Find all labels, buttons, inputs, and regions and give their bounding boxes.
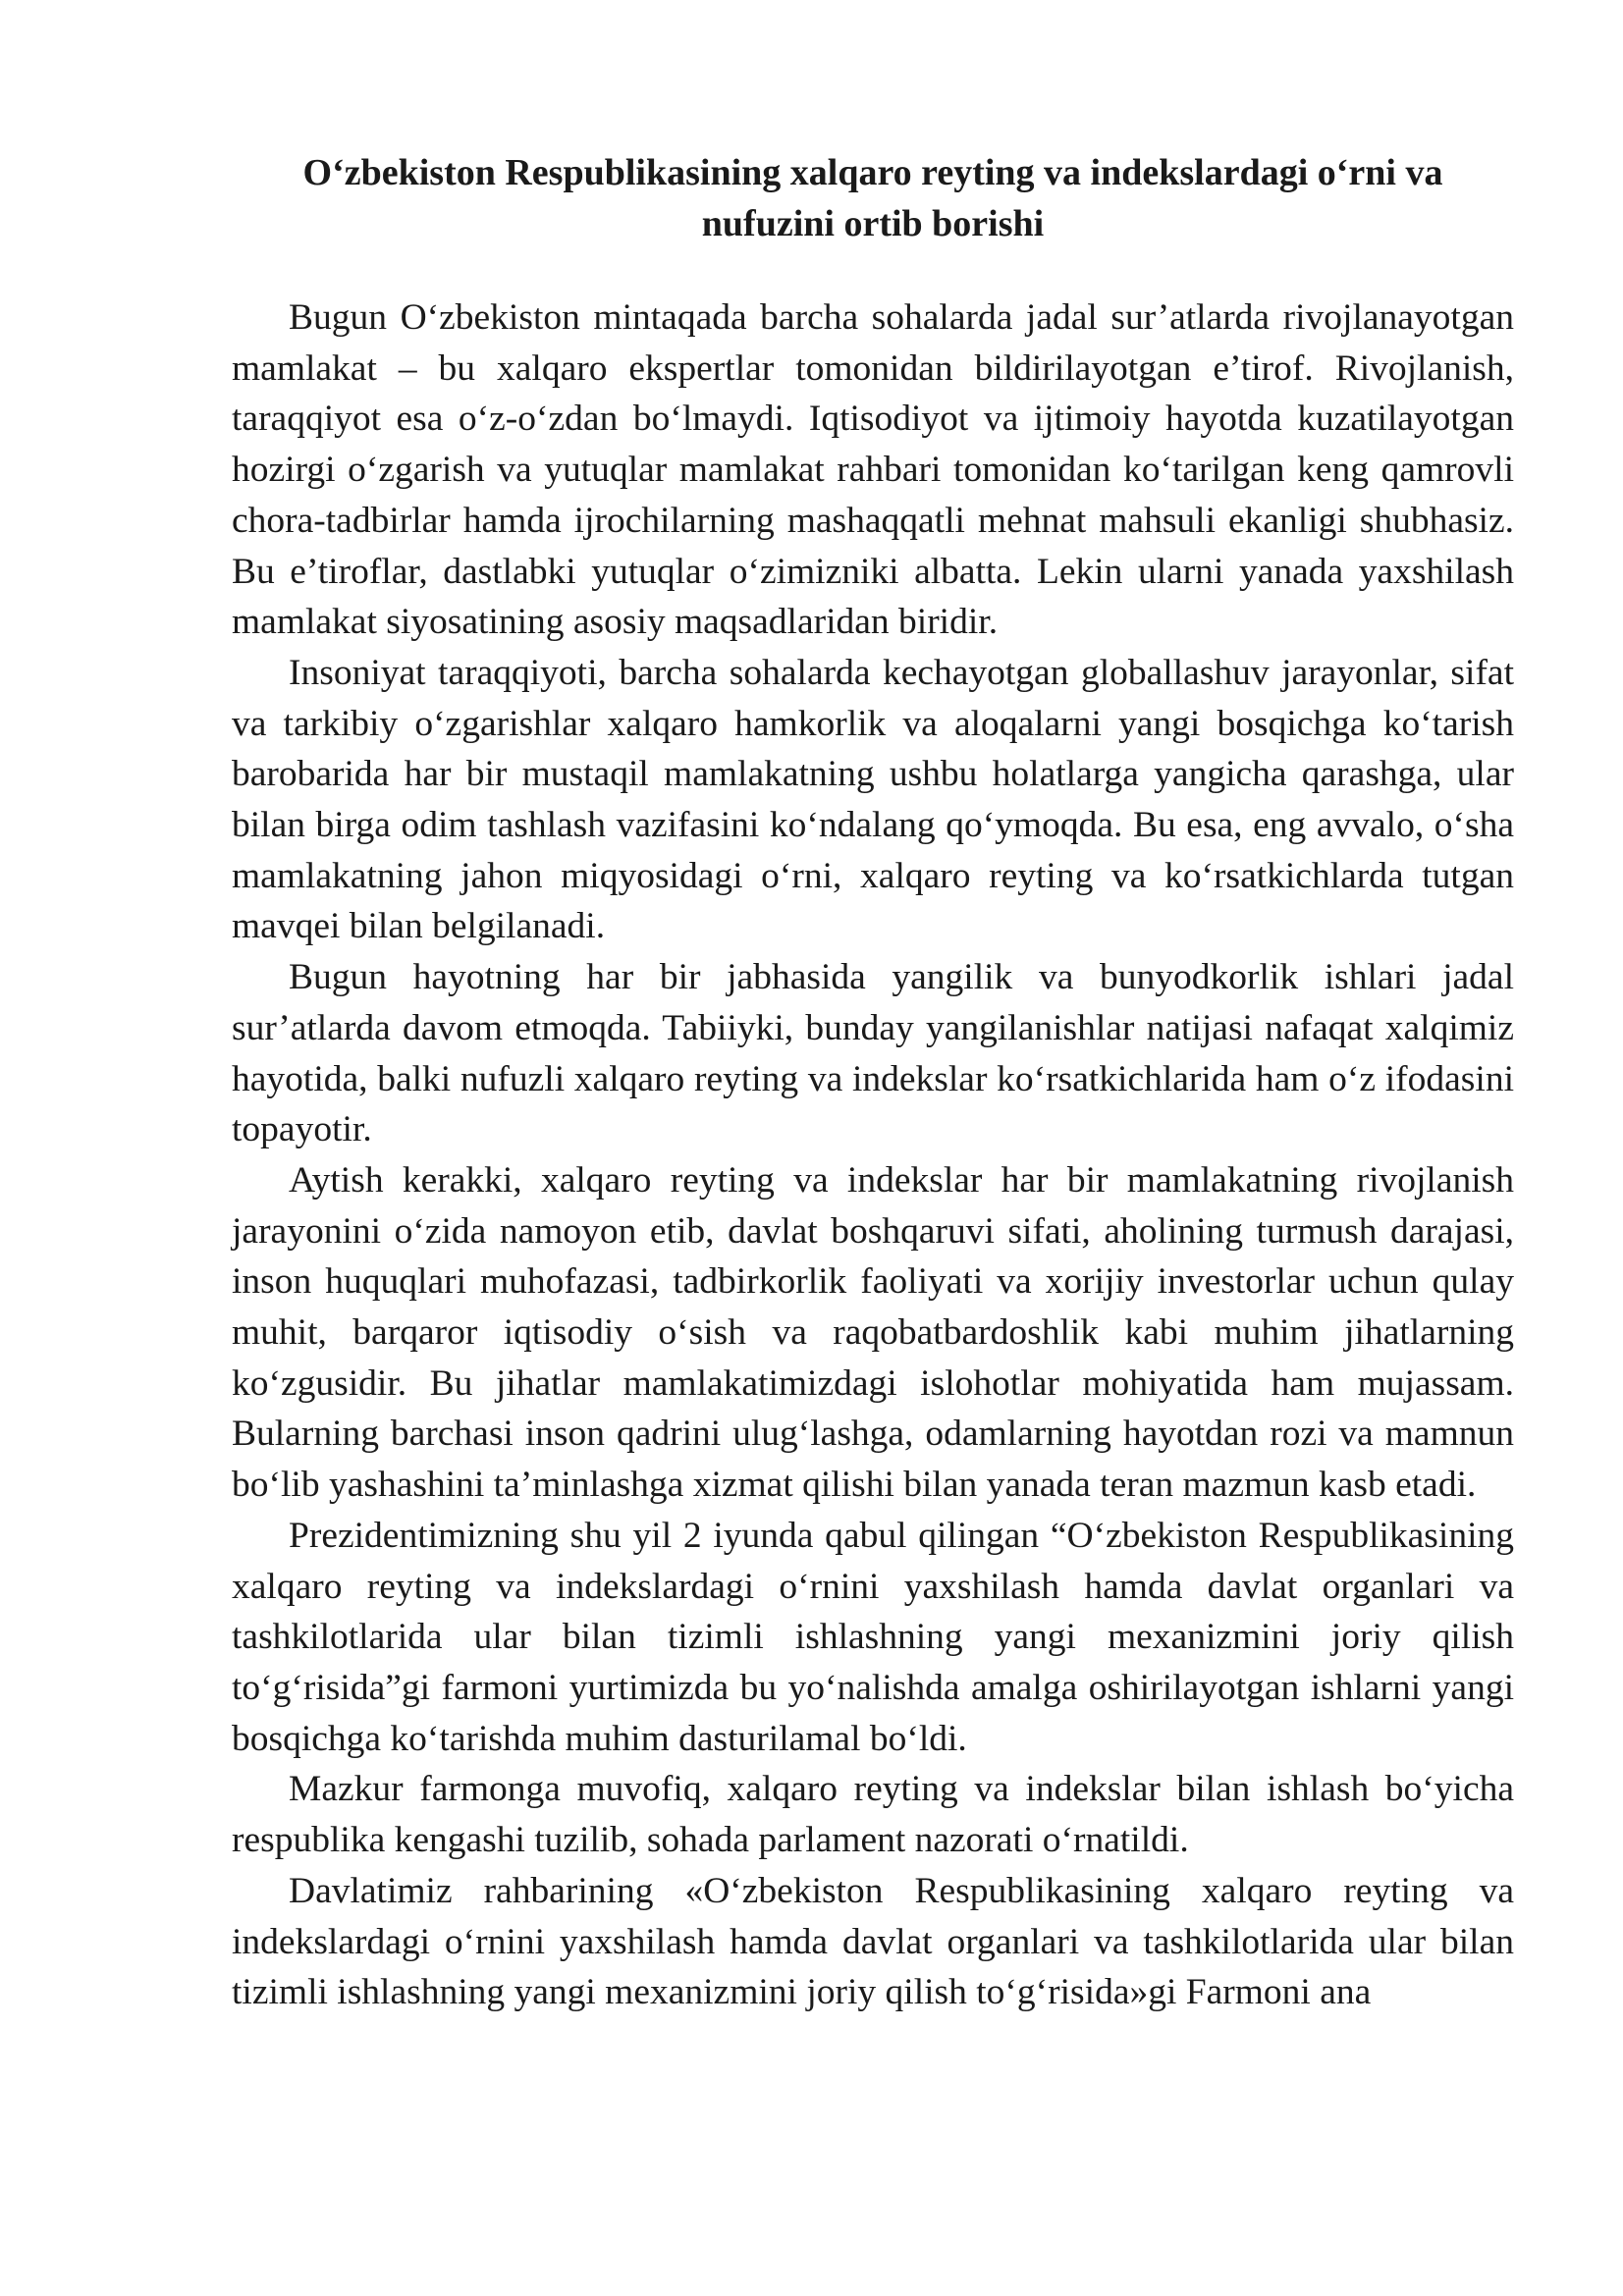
paragraph: Davlatimiz rahbarining «O‘zbekiston Respublikasining xalqaro reyting va indekslardagi o‘rnini yaxshilash hamda davlat organlari va tashkilotlarida ular bilan tizimli ishlashning yangi mexanizmini joriy qilish to‘g‘risida»gi Farmoni ana	[232, 1870, 1514, 2013]
paragraph: Mazkur farmonga muvofiq, xalqaro reyting va indekslar bilan ishlash bo‘yicha respublika kengashi tuzilib, sohada parlament nazorati o‘rnatildi.	[232, 1769, 1514, 1861]
paragraph: Bugun hayotning har bir jabhasida yangilik va bunyodkorlik ishlari jadal sur’atlarda davom etmoqda. Tabiiyki, bunday yangilanishlar natijasi nafaqat xalqimiz hayotida, balki nufuzli xalqaro reyting va indekslar ko‘rsatkichlarida ham o‘z ifodasini topayotir.	[232, 957, 1514, 1150]
paragraph: Bugun O‘zbekiston mintaqada barcha sohalarda jadal sur’atlarda rivojlanayotgan mamlakat – bu xalqaro ekspertlar tomonidan bildirilayotgan e’tirof. Rivojlanish, taraqqiyot esa o‘z-o‘zdan bo‘lmaydi. Iqtisodiyot va ijtimoiy hayotda kuzatilayotgan hozirgi o‘zgarish va yutuqlar mamlakat rahbari tomonidan ko‘tarilgan keng qamrovli chora-tadbirlar hamda ijrochilarning mashaqqatli mehnat mahsuli ekanligi shubhasiz. Bu e’tiroflar, dastlabki yutuqlar o‘zimizniki albatta. Lekin ularni yanada yaxshilash mamlakat siyosatining asosiy maqsadlaridan biridir.	[232, 297, 1514, 643]
document-title: O‘zbekiston Respublikasining xalqaro reyting va indekslardagi o‘rni va nufuzini ortib borishi	[302, 152, 1443, 244]
paragraph: Prezidentimizning shu yil 2 iyunda qabul qilingan “O‘zbekiston Respublikasining xalqaro reyting va indekslardagi o‘rnini yaxshilash hamda davlat organlari va tashkilotlarida ular bilan tizimli ishlashning yangi mexanizmini joriy qilish to‘g‘risida”gi farmoni yurtimizda bu yo‘nalishda amalga oshirilayotgan ishlarni yangi bosqichga ko‘tarishda muhim dasturilamal bo‘ldi.	[232, 1515, 1514, 1759]
paragraph: Aytish kerakki, xalqaro reyting va indekslar har bir mamlakatning rivojlanish jarayonini o‘zida namoyon etib, davlat boshqaruvi sifati, aholining turmush darajasi, inson huquqlari muhofazasi, tadbirkorlik faoliyati va xorijiy investorlar uchun qulay muhit, barqaror iqtisodiy o‘sish va raqobatbardoshlik kabi muhim jihatlarning ko‘zgusidir. Bu jihatlar mamlakatimizdagi islohotlar mohiyatida ham mujassam. Bularning barchasi inson qadrini ulug‘lashga, odamlarning hayotdan rozi va mamnun bo‘lib yashashini ta’minlashga xizmat qilishi bilan yanada teran mazmun kasb etadi.	[232, 1159, 1514, 1506]
paragraph: Insoniyat taraqqiyoti, barcha sohalarda kechayotgan globallashuv jarayonlar, sifat va tarkibiy o‘zgarishlar xalqaro hamkorlik va aloqalarni yangi bosqichga ko‘tarish barobarida har bir mustaqil mamlakatning ushbu holatlarga yangicha qarashga, ular bilan birga odim tashlash vazifasini ko‘ndalang qo‘ymoqda. Bu esa, eng avvalo, o‘sha mamlakatning jahon miqyosidagi o‘rni, xalqaro reyting va ko‘rsatkichlarda tutgan mavqei bilan belgilanadi.	[232, 652, 1514, 947]
document-body	[232, 147, 1514, 2018]
